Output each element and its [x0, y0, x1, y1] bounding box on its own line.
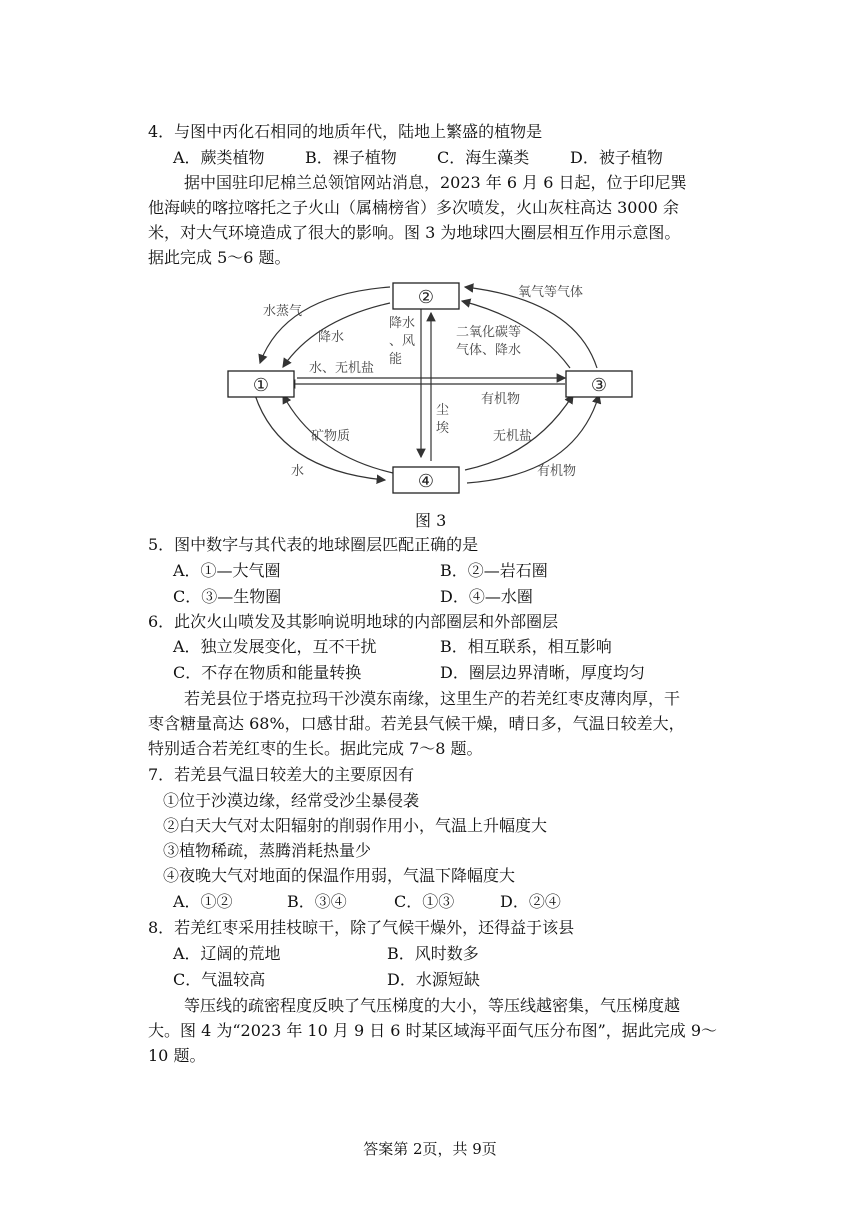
passage3-line-1: 等压线的疏密程度反映了气压梯度的大小，等压线越密集，气压梯度越	[184, 996, 681, 1015]
label-dust-2: 埃	[436, 421, 450, 436]
label-minerals: 矿物质	[311, 429, 351, 444]
label-water-vapor: 水蒸气	[263, 304, 303, 319]
box-2-label: ②	[417, 287, 435, 308]
box-4-label: ④	[417, 471, 435, 492]
q4-option-b: B．裸子植物	[305, 148, 397, 167]
q7-stem: 7．若羌县气温日较差大的主要原因有	[148, 765, 415, 784]
passage1-line-4: 据此完成 5～6 题。	[148, 248, 291, 267]
passage2-line-1: 若羌县位于塔克拉玛干沙漠东南缘，这里生产的若羌红枣皮薄肉厚，干	[184, 689, 681, 708]
q8-option-c: C．气温较高	[173, 970, 266, 989]
q4-option-c: C．海生藻类	[437, 148, 530, 167]
q4-option-d: D．被子植物	[570, 148, 663, 167]
q8-option-a: A．辽阔的荒地	[173, 944, 281, 963]
passage1-line-2: 他海峡的喀拉喀托之子火山（属楠榜省）多次喷发，火山灰柱高达 3000 余	[148, 198, 679, 217]
q4-option-a: A．蕨类植物	[173, 148, 265, 167]
q5-option-a: A．①—大气圈	[173, 561, 281, 580]
q8-option-d: D．水源短缺	[387, 970, 480, 989]
label-oxygen: 氧气等气体	[518, 285, 584, 300]
q7-item-4: ④夜晚大气对地面的保温作用弱，气温下降幅度大	[163, 866, 516, 885]
label-water: 水	[291, 464, 305, 479]
label-inorganic: 无机盐	[493, 429, 533, 444]
q7-item-2: ②白天大气对太阳辐射的削弱作用小，气温上升幅度大	[163, 816, 548, 835]
q6-option-a: A．独立发展变化，互不干扰	[173, 637, 377, 656]
box-1-label: ①	[252, 375, 270, 396]
passage1-line-1: 据中国驻印尼棉兰总领馆网站消息，2023 年 6 月 6 日起，位于印尼巽	[184, 173, 687, 192]
label-organic-bottom: 有机物	[537, 464, 577, 479]
page-footer: 答案第 2页，共 9页	[363, 1140, 497, 1158]
q6-option-b: B．相互联系，相互影响	[440, 637, 612, 656]
passage1-line-3: 米，对大气环境造成了很大的影响。图 3 为地球四大圈层相互作用示意图。	[148, 223, 681, 242]
label-water-salt: 水、无机盐	[309, 361, 375, 376]
label-rain-left: 降水	[318, 330, 345, 345]
figure-3-caption: 图 3	[415, 511, 447, 530]
label-co2-2: 气体、降水	[456, 343, 522, 358]
box-3-label: ③	[590, 375, 608, 396]
q7-option-a: A．①②	[173, 892, 233, 911]
q6-option-c: C．不存在物质和能量转换	[173, 663, 362, 682]
passage2-line-3: 特别适合若羌红枣的生长。据此完成 7～8 题。	[148, 739, 483, 758]
q7-option-c: C．①③	[394, 892, 455, 911]
arrow-2-to-1-outer	[260, 287, 390, 363]
q8-option-b: B．风时数多	[387, 944, 479, 963]
q6-stem: 6．此次火山喷发及其影响说明地球的内部圈层和外部圈层	[148, 612, 559, 631]
label-organic-mid: 有机物	[481, 392, 521, 407]
q6-option-d: D．圈层边界清晰，厚度均匀	[440, 663, 645, 682]
q5-option-b: B．②—岩石圈	[440, 561, 548, 580]
q7-item-3: ③植物稀疏，蒸腾消耗热量少	[163, 841, 372, 860]
label-dust-1: 尘	[436, 403, 450, 418]
q7-option-b: B．③④	[287, 892, 347, 911]
passage3-line-3: 10 题。	[148, 1046, 206, 1065]
q4-stem: 4．与图中丙化石相同的地质年代，陆地上繁盛的植物是	[148, 122, 543, 141]
q5-stem: 5．图中数字与其代表的地球圈层匹配正确的是	[148, 535, 479, 554]
figure-3-sphere-interaction-diagram	[225, 275, 645, 505]
label-co2-1: 二氧化碳等	[456, 325, 522, 340]
label-rain-wind-1: 降水	[389, 316, 416, 331]
q7-option-d: D．②④	[500, 892, 561, 911]
q5-option-d: D．④—水圈	[440, 587, 533, 606]
label-rain-wind-2: 、风	[389, 334, 416, 349]
q5-option-c: C．③—生物圈	[173, 587, 282, 606]
passage2-line-2: 枣含糖量高达 68%，口感甘甜。若羌县气候干燥，晴日多，气温日较差大，	[148, 714, 685, 733]
q7-item-1: ①位于沙漠边缘，经常受沙尘暴侵袭	[163, 791, 420, 810]
label-rain-wind-3: 能	[389, 352, 403, 367]
q8-stem: 8．若羌红枣采用挂枝晾干，除了气候干燥外，还得益于该县	[148, 918, 575, 937]
passage3-line-2: 大。图 4 为“2023 年 10 月 9 日 6 时某区域海平面气压分布图”，据此完成 9～	[148, 1021, 718, 1040]
